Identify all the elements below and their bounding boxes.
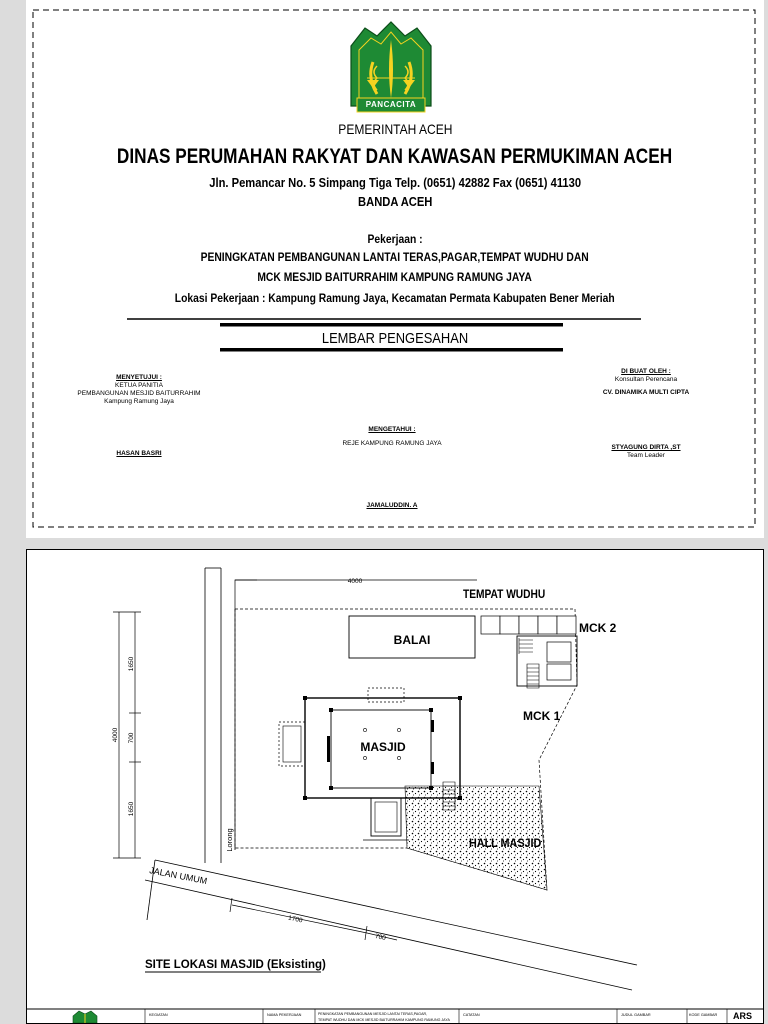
prepared-line2: CV. DINAMIKA MULTI CIPTA — [602, 389, 690, 396]
work-title-line2: MCK MESJID BAITURRAHIM KAMPUNG RAMUNG JAYA — [257, 270, 533, 284]
dim-depth-a: 1650 — [128, 656, 135, 672]
approved-name: HASAN BASRI — [116, 450, 162, 457]
masjid-mihrab-annex — [368, 688, 404, 702]
label-tempat-wudhu: TEMPAT WUDHU — [463, 588, 546, 602]
masjid-front-porch-inner — [375, 802, 397, 832]
aceh-emblem-logo — [347, 20, 435, 116]
dim-road-a: 1700 — [287, 914, 304, 925]
signature-block-prepared — [571, 368, 721, 460]
acknowledged-line1: REJE KAMPUNG RAMUNG JAYA — [342, 440, 442, 447]
logo-banner-text: PANCACITA — [365, 100, 417, 109]
site-plan-sheet — [26, 549, 764, 1024]
approved-label: MENYETUJUI : — [116, 374, 162, 381]
label-masjid: MASJID — [360, 740, 406, 754]
prepared-role: Team Leader — [627, 452, 665, 459]
dim-road-tick-a — [230, 898, 232, 912]
approved-line1: KETUA PANITIA — [115, 382, 163, 389]
parcel-line — [235, 580, 257, 609]
prepared-line1: Konsultan Perencana — [614, 376, 678, 383]
sheet-title: LEMBAR PENGESAHAN — [321, 330, 469, 347]
title-block-nama-pekerjaan: NAMA PEKERJAAN — [267, 1013, 302, 1017]
dim-depth-b: 700 — [128, 732, 135, 744]
title-block-catatan: CATATAN — [463, 1013, 480, 1017]
prepared-name: STYAGUNG DIRTA ,ST — [611, 444, 681, 451]
title-block-pekerjaan-line2: TEMPAT WUDHU DAN MCK MESJID BAITURRAHIM KAMPUNG RAMUNG JAYA — [318, 1018, 450, 1022]
site-plan-drawing — [27, 550, 763, 1023]
title-block-judul-gambar: JUDUL GAMBAR — [621, 1013, 651, 1017]
approval-sheet — [26, 0, 764, 538]
label-balai: BALAI — [393, 633, 431, 647]
wudhu-cubicle-3 — [519, 616, 538, 634]
signature-block-acknowledged — [297, 426, 487, 510]
dim-road-b: 700 — [374, 932, 387, 943]
government-title: PEMERINTAH ACEH — [337, 121, 453, 137]
agency-address: Jln. Pemancar No. 5 Simpang Tiga Telp. (0651) 42882 Fax (0651) 41130 — [209, 175, 581, 190]
prepared-label: DI BUAT OLEH : — [621, 368, 671, 375]
mck1-room-a — [547, 642, 571, 662]
wudhu-cubicle-5 — [557, 616, 576, 634]
agency-title: DINAS PERUMAHAN RAKYAT DAN KAWASAN PERMUKIMAN ACEH — [117, 145, 673, 168]
wudhu-cubicle-4 — [538, 616, 557, 634]
work-title-line1: PENINGKATAN PEMBANGUNAN LANTAI TERAS,PAGAR,TEMPAT WUDHU DAN — [200, 250, 590, 264]
label-mck2: MCK 2 — [579, 621, 617, 635]
label-jalan-umum: JALAN UMUM — [148, 865, 208, 887]
work-label: Pekerjaan : — [367, 232, 423, 246]
title-block-emblem-icon — [73, 1011, 97, 1023]
label-mck1: MCK 1 — [523, 709, 561, 723]
work-location: Lokasi Pekerjaan : Kampung Ramung Jaya, Kecamatan Permata Kabupaten Bener Meriah — [175, 291, 615, 305]
mck1-entry-steps — [519, 638, 533, 654]
road-edge-upper — [155, 860, 637, 965]
title-block-kegiatan: KEGIATAN — [149, 1013, 168, 1017]
acknowledged-label: MENGETAHUI : — [368, 426, 416, 433]
masjid-front-porch — [371, 798, 401, 836]
site-plan-title: SITE LOKASI MASJID (Eksisting) — [145, 959, 326, 971]
title-block-kode: ARS — [733, 1011, 753, 1021]
masjid-left-porch-inner — [283, 726, 301, 762]
mck1-stairs — [527, 664, 539, 688]
wudhu-cubicle-2 — [500, 616, 519, 634]
wudhu-cubicle-1 — [481, 616, 500, 634]
label-hall-masjid: HALL MASJID — [469, 837, 542, 851]
mck1-room-b — [547, 664, 571, 680]
title-block-kode-gambar: KODE GAMBAR — [689, 1013, 718, 1017]
title-block-pekerjaan-line1: PENINGKATAN PEMBANGUNAN MESJID LANTAI TERAS,PAGAR, — [318, 1012, 428, 1016]
signature-block-approved — [48, 374, 230, 458]
agency-city: BANDA ACEH — [357, 194, 433, 209]
approved-line2: PEMBANGUNAN MESJID BAITURRAHIM — [77, 390, 201, 397]
dim-top-width: 4000 — [347, 578, 363, 585]
label-lorong: Lorong — [225, 828, 234, 852]
dim-depth-c: 1650 — [128, 801, 135, 817]
dim-total-depth: 4000 — [112, 727, 119, 743]
acknowledged-name: JAMALUDDIN. A — [366, 502, 418, 509]
road-edge-lower — [145, 880, 632, 990]
approved-line3: Kampung Ramung Jaya — [104, 398, 174, 405]
